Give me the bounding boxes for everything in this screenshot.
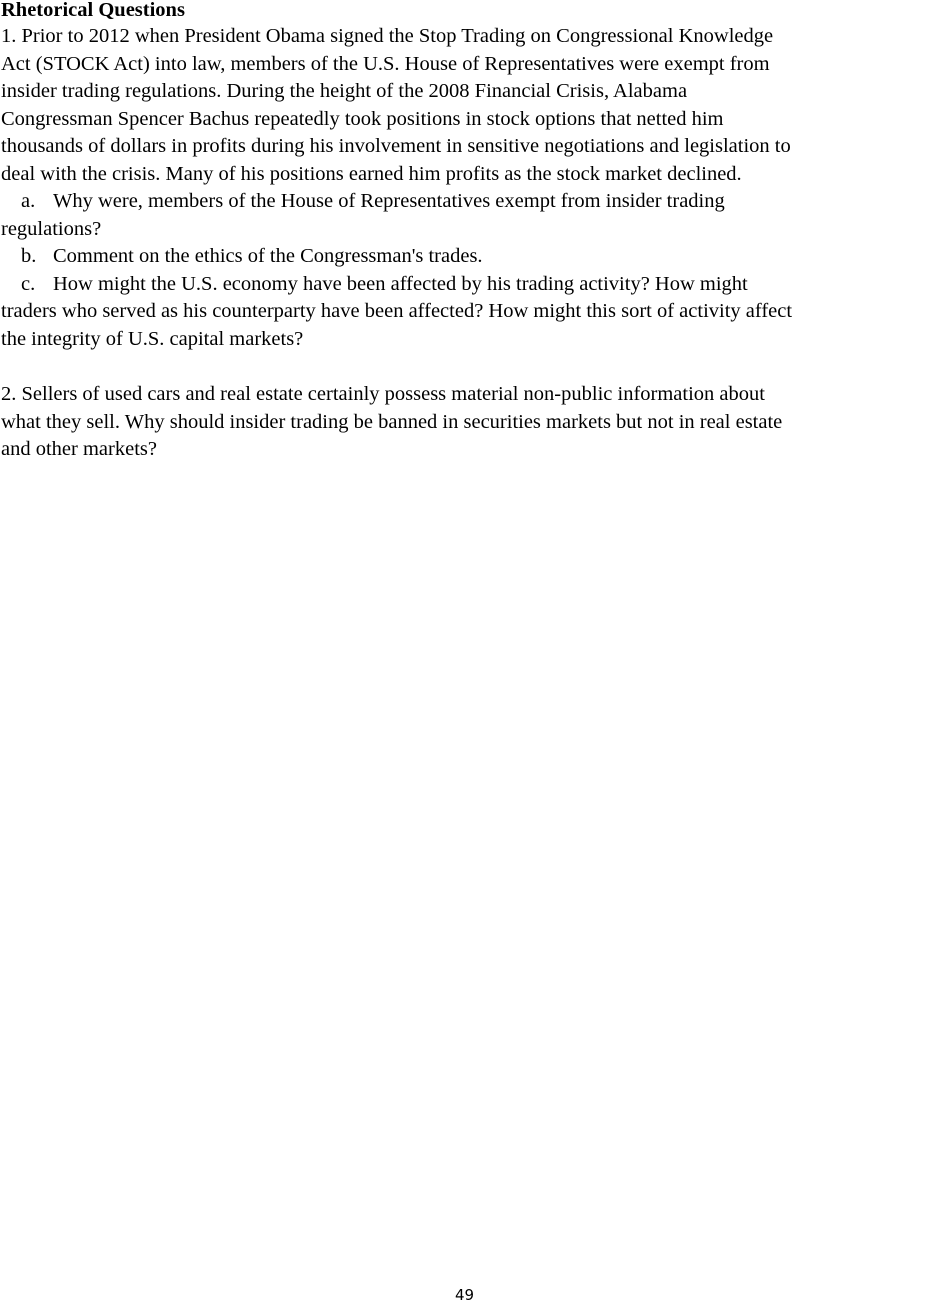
page-number: 49 bbox=[454, 1286, 475, 1304]
q2-line: and other markets? bbox=[1, 438, 157, 460]
q1c-label: c. bbox=[21, 273, 36, 295]
q1a-line bbox=[1, 188, 725, 214]
q1a-line-2: regulations? bbox=[1, 218, 102, 240]
q2-line: what they sell. Why should insider trading be banned in securities markets but not in real estate bbox=[1, 411, 783, 433]
q1-line: deal with the crisis. Many of his positions earned him profits as the stock market declined. bbox=[1, 163, 742, 185]
q1a-text: Why were, members of the House of Representatives exempt from insider trading bbox=[53, 190, 725, 212]
q1b-text: Comment on the ethics of the Congressman's trades. bbox=[53, 245, 483, 267]
section-title: Rhetorical Questions bbox=[1, 0, 185, 21]
q1-line: Act (STOCK Act) into law, members of the U.S. House of Representatives were exempt from bbox=[1, 53, 770, 75]
q1-line: 1. Prior to 2012 when President Obama signed the Stop Trading on Congressional Knowledge bbox=[1, 25, 774, 47]
q1b-label: b. bbox=[21, 245, 37, 267]
q1-line: thousands of dollars in profits during his involvement in sensitive negotiations and legislation to bbox=[1, 135, 791, 157]
q1-line: Congressman Spencer Bachus repeatedly took positions in stock options that netted him bbox=[1, 108, 724, 130]
q1c-line-2: traders who served as his counterparty have been affected? How might this sort of activity affect bbox=[1, 300, 793, 322]
q1a-label: a. bbox=[21, 190, 36, 212]
q1b-line bbox=[1, 243, 483, 269]
q1-line: insider trading regulations. During the height of the 2008 Financial Crisis, Alabama bbox=[1, 80, 688, 102]
q1c-line-3: the integrity of U.S. capital markets? bbox=[1, 328, 304, 350]
q2-line: 2. Sellers of used cars and real estate certainly possess material non-public information about bbox=[1, 383, 765, 405]
q1c-text: How might the U.S. economy have been affected by his trading activity? How might bbox=[53, 273, 748, 295]
q1c-line bbox=[1, 271, 748, 297]
